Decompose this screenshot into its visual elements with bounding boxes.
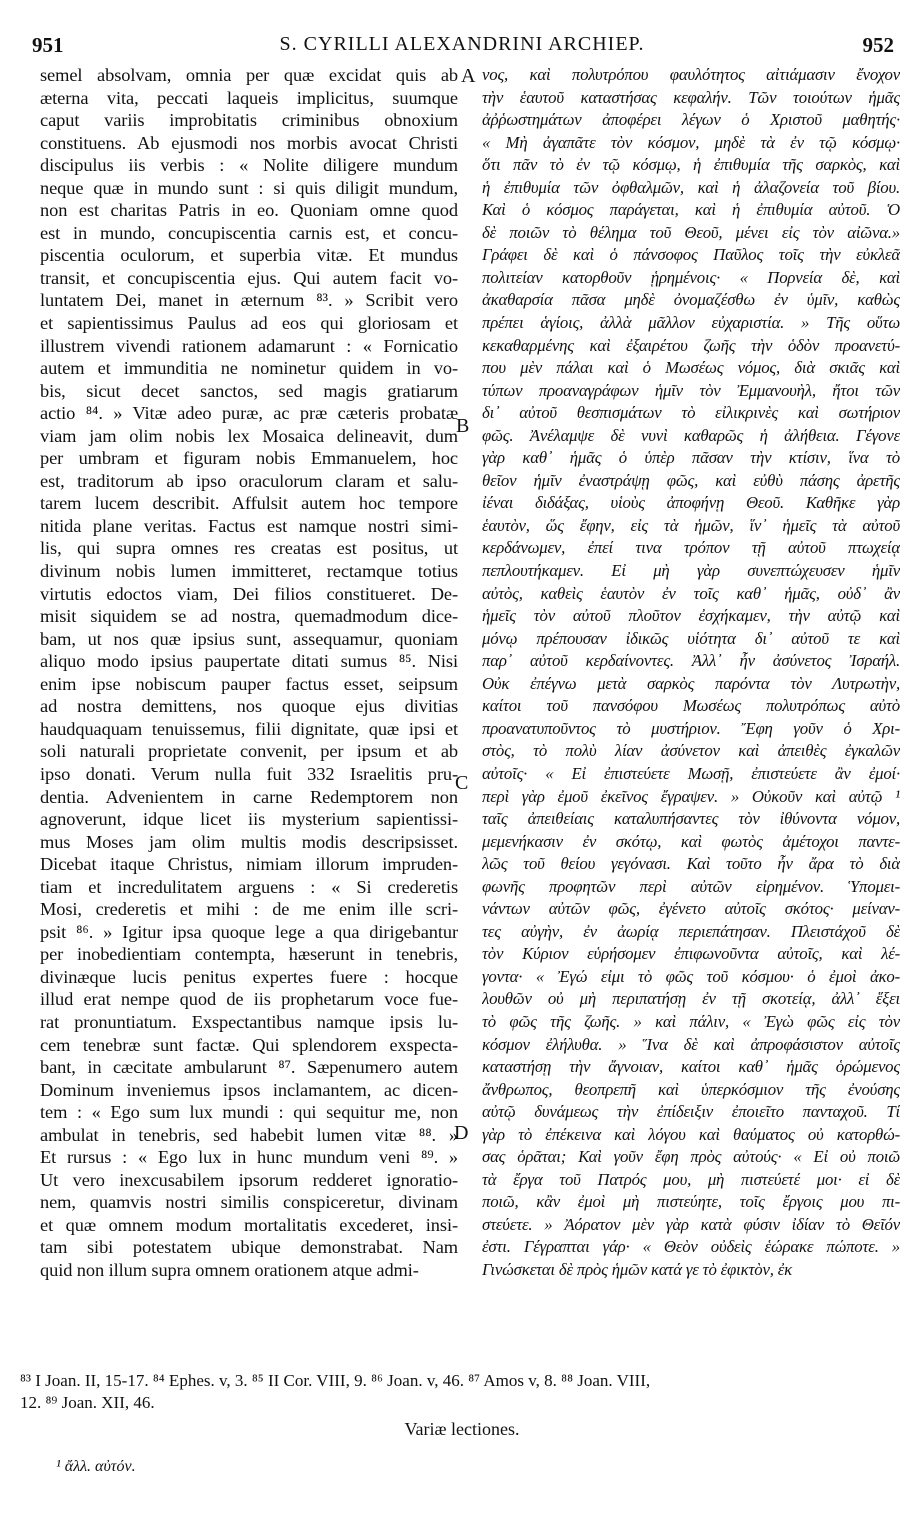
latin-text-line: ipso donati. Verum nulla fuit 332 Israelitis pru-	[40, 763, 458, 784]
variae-lectiones-heading: Variæ lectiones.	[404, 1419, 520, 1439]
greek-text-line: ἀῤῥωστημάτων ἀποφέρει λέγων ὁ Χριστοῦ μαθητής·	[482, 110, 900, 130]
greek-text-line: πολιτείαν κατορθοῦν ᾑρημένοις· « Πορνεία δὲ, καὶ	[482, 267, 900, 287]
latin-text-line: per inobedientiam contempta, hæserunt in tenebris,	[40, 944, 458, 965]
latin-text-line: caput variis improbitatis criminibus obnoxium	[40, 110, 458, 131]
greek-text-line: ταῖς ἀπειθείαις καταλυπήσαντες τὸν ἰθύνοντα νόμον,	[482, 809, 900, 829]
greek-text-line: ἰέναι διδάξας, υἱοὺς ἀποφήνῃ Θεοῦ. Καθῆκε γὰρ	[482, 493, 900, 513]
latin-text-line: virtutis edoctos viam, Dei filios constitueret. De-	[40, 583, 458, 604]
greek-text-line: καταστήσῃ τὴν ἄγνοιαν, καίτοι καθ᾽ ἡμᾶς ὁρώμενος	[482, 1057, 900, 1077]
greek-text-line: τὸν Κύριον εὑρήσομεν ἐπιφωνοῦντα αὐτοῖς, καὶ λέ-	[482, 944, 900, 964]
greek-text-line: κερδάνωμεν, ἐπεί τινα τρόπον τῇ αὐτοῦ πτωχείᾳ	[482, 538, 900, 558]
latin-text-line: semel absolvam, omnia per quæ excidat quis ab	[40, 65, 458, 85]
greek-text-line: αὐτοῖς· « Εἰ ἐπιστεύετε Μωσῇ, ἐπιστεύετε ἂν ἐμοί·	[482, 763, 900, 783]
greek-text-line: φῶς. Ἀνέλαμψε δὲ νυνὶ καθαρῶς ἡ ἀλήθεια. Γέγονε	[482, 425, 900, 445]
greek-text-line: τὸ φῶς τῆς ζωῆς. » καὶ πάλιν, « Ἐγὼ φῶς εἰς τὸν	[482, 1011, 900, 1031]
greek-text-line: γὰρ καθ᾽ ἡμᾶς ὁ ὑπὲρ πᾶσαν τὴν κτίσιν, ἵνα τὸ	[482, 448, 900, 468]
greek-text-line: Γράφει δὲ καὶ ὁ πάνσοφος Παῦλος τοῖς τὴν εὐκλεᾶ	[482, 245, 900, 265]
latin-text-line: tam sibi potestatem ubique demonstrabat. Nam	[40, 1237, 458, 1258]
latin-text-line: nem, quamvis nostri similis conspiceretur, divinam	[40, 1192, 458, 1213]
footnote-line: ⁸³ I Joan. II, 15-17. ⁸⁴ Ephes. v, 3. ⁸⁵ II Cor. VIII, 9. ⁸⁶ Joan. v, 46. ⁸⁷ Amos v, 8. ⁸⁸ Joan. VIII,	[20, 1371, 651, 1390]
greek-text-line: πρέπει ἁγίοις, ἀλλὰ μᾶλλον εὐχαριστία. » Τῆς οὕτω	[482, 313, 900, 333]
greek-text-line: λῶς τοῦ θείου γεγόνασι. Καὶ τοῦτο ἦν ἄρα τὸ διὰ	[482, 854, 900, 874]
greek-text-line: που μὲν πάλαι καὶ ὁ Μωσέως νόμος, διὰ σκιᾶς καὶ	[482, 358, 900, 378]
greek-text-line: ἑαυτὸν, ὥς ἔφην, εἰς τὰ ἡμῶν, ἵν᾽ ἡμεῖς τὰ αὐτοῦ	[482, 515, 900, 535]
greek-text-line: ἡ ἐπιθυμία τῶν ὀφθαλμῶν, καὶ ἡ ἀλαζονεία τοῦ βίου.	[482, 177, 900, 197]
greek-text-line: κεκαθαρμένης καὶ ἐξαιρέτου ζωῆς τὴν ὁδὸν προανετύ-	[482, 335, 900, 355]
greek-text-line: αὐτὸς, καθεὶς ἑαυτὸν ἐν τοῖς καθ᾽ ἡμᾶς, οὐδ᾽ ἂν	[482, 583, 900, 603]
latin-text-line: Dicebat itaque Christus, nimiam illorum impruden-	[40, 854, 458, 875]
latin-text-line: illustrem vivendi rationem adamarunt : « Fornicatio	[40, 335, 458, 356]
greek-text-line: γὰρ τὸ ἐπέκεινα καὶ λόγου καὶ θαύματος οὐ κατορθώ-	[482, 1124, 900, 1144]
greek-text-line: μεμενήκασιν ἐν σκότῳ, καὶ φωτὸς ἀμέτοχοι παντε-	[482, 831, 900, 851]
latin-text-line: divinæque lucis penitus expertes fuere : hocque	[40, 966, 458, 987]
latin-text-line: per umbram et figuram nobis Emmanuelem, hoc	[40, 448, 458, 469]
section-marker-a: A	[461, 65, 476, 87]
greek-text-line: ὅτι πᾶν τὸ ἐν τῷ κόσμῳ, ἡ ἐπιθυμία τῆς σαρκὸς, καὶ	[482, 155, 900, 175]
greek-text-line: Οὐκ ἐπέγνω μετὰ σαρκὸς παρόντα τὸν Λυτρωτὴν,	[482, 673, 900, 693]
greek-text-line: γοντα· « Ἐγώ εἰμι τὸ φῶς τοῦ κόσμου· ὁ ἐμοὶ ἀκο-	[482, 966, 900, 986]
latin-text-line: tarem lucem describit. Affulsit autem hoc tempore	[40, 493, 458, 514]
latin-text-line: est, traditorum ab ipso oraculorum claram et salu-	[40, 470, 458, 491]
latin-text-line: dentia. Advenientem in carne Redemptorem non	[40, 786, 458, 807]
greek-text-line: στεύετε. » Ἀόρατον μὲν γὰρ κατὰ φύσιν ἰδίαν τὸ Θεῖόν	[482, 1214, 900, 1234]
greek-text-line: πεπλουτήκαμεν. Εἰ μὴ γὰρ συνεπτώχευσεν ἡμῖν	[482, 561, 900, 581]
page-header	[0, 0, 924, 64]
greek-text-line: ποιῶ, κἂν ἐμοὶ μὴ πιστεύητε, τοῖς ἔργοις μου πι-	[482, 1192, 900, 1212]
greek-text-line: τὴν ἑαυτοῦ καταστήσας κεφαλήν. Τῶν τοιούτων ἡμᾶς	[482, 87, 900, 107]
footnote-line: 12. ⁸⁹ Joan. XII, 46.	[20, 1393, 155, 1412]
latin-text-line: agnoverunt, idque licet iis mysterium sapientissi-	[40, 809, 458, 830]
latin-text-line: haudquaquam tenuissemus, filii dignitate, quæ ipsi et	[40, 718, 458, 739]
latin-text-line: constituens. Ab ejusmodi nos morbis avocat Christi	[40, 132, 458, 153]
variant-reading: ¹ ἄλλ. αὐτόν.	[56, 1458, 136, 1475]
greek-text-line: τες αὐγὴν, ἐν ἀωρίᾳ περιεπάτησαν. Πλειστάχοῦ δὲ	[482, 921, 900, 941]
greek-text-line: νος, καὶ πολυτρόπου φαυλότητος αἰτιάμασιν ἔνοχον	[482, 65, 900, 84]
latin-text-line: Ut vero inexcusabilem ipsorum redderet ignoratio-	[40, 1169, 458, 1190]
latin-text-line: tiam et incredulitatem arguens : « Si crederetis	[40, 876, 458, 897]
latin-text-line: bam, ut nos quæ ipsius sunt, assequamur, quoniam	[40, 628, 458, 649]
greek-text-line: στὸς, τὸ πολὺ λίαν ἀσύνετον καὶ ἀπειθὲς ἐγκαλῶν	[482, 741, 900, 761]
section-marker-d: D	[454, 1122, 469, 1144]
greek-text-line: σας ὁρᾶται; Καὶ γοῦν ἔφη πρὸς αὐτούς· « Εἰ οὐ ποιῶ	[482, 1147, 900, 1167]
latin-text-line: rat pronuntiatum. Exspectantibus namque ipsis lu-	[40, 1011, 458, 1032]
greek-text-line: ἀκαθαρσία πᾶσα μηδὲ ὀνομαζέσθω ἐν ὑμῖν, καθὼς	[482, 290, 900, 310]
greek-text-line: ἡμεῖς τὸν αὐτοῦ πλοῦτον ἐσχήκαμεν, τὴν αὐτῷ καὶ	[482, 606, 900, 626]
latin-text-line: illud erat nempe quod de iis prophetarum voce fue-	[40, 989, 458, 1010]
latin-text-line: est in mundo, concupiscentia carnis est, et concu-	[40, 222, 458, 243]
greek-text-line: « Μὴ ἀγαπᾶτε τὸν κόσμον, μηδὲ τὰ ἐν τῷ κόσμῳ·	[482, 132, 900, 152]
latin-text-line: lis, qui supra omnes res creatas est positus, ut	[40, 538, 458, 559]
greek-text-line: νάντων αὐτῶν φῶς, ἐγένετο αὐτοῖς σκότος· μείναν-	[482, 899, 900, 919]
latin-text-line: misit siquidem se ad nostra, quemadmodum dice-	[40, 606, 458, 627]
latin-text-line: non est charitas Patris in eo. Quoniam omne quod	[40, 200, 458, 221]
latin-text-line: divinum nobis lumen immitteret, rectamque totius	[40, 561, 458, 582]
greek-text-line: περὶ γὰρ ἐμοῦ ἐκεῖνος ἔγραψεν. » Οὐκοῦν καὶ αὐτῷ ¹	[482, 786, 900, 806]
latin-text-line: Mosi, crederetis et mihi : de me enim ille scri-	[40, 899, 458, 920]
latin-text-line: Et rursus : « Ego lux in hunc mundum veni ⁸⁹. »	[40, 1147, 458, 1168]
greek-text-line: φωνῆς προφητῶν περὶ αὐτῶν εἰρημένον. Ὑπομει-	[482, 876, 900, 896]
greek-text-line: θεῖον ἡμῖν ἐναστράψῃ φῶς, καὶ εὐθὺ πάσης ἀρετῆς	[482, 470, 900, 490]
latin-text-line: et quæ omnem modum mortalitatis excederet, insi-	[40, 1214, 458, 1235]
latin-text-line: actio ⁸⁴. » Vitæ adeo puræ, ac præ cæteris probatæ	[40, 403, 458, 424]
latin-text-line: viam jam olim nobis lex Mosaica delineavit, dum	[40, 425, 458, 446]
greek-text-line: τὰ ἔργα τοῦ Πατρός μου, μὴ πιστεύετέ μοι· εἰ δὲ	[482, 1169, 900, 1189]
footnotes	[20, 1370, 904, 1414]
latin-text-line: soli naturali proprietate convenit, per ipsum et ab	[40, 741, 458, 762]
latin-text-line: nitida plane veritas. Factus est namque nostri simi-	[40, 515, 458, 536]
greek-text-line: δὲ ποιῶν τὸ θέλημα τοῦ Θεοῦ, μένει εἰς τὸν αἰῶνα.»	[482, 222, 900, 242]
greek-text-line: καίτοι τοῦ πανσόφου Μωσέως πολυτρόπως αὐτὸ	[482, 696, 900, 716]
latin-text-line: enim ipse nobiscum pauper factus esset, seipsum	[40, 673, 458, 694]
greek-column	[482, 64, 900, 1282]
latin-text-line: bis, sicut decet sanctos, sed magis gratiarum	[40, 380, 458, 401]
greek-text-line: Γινώσκεται δὲ πρὸς ἡμῶν κατά γε τὸ ἐφικτὸν, ἐκ	[482, 1259, 792, 1279]
latin-text-line: psit ⁸⁶. » Igitur ipsa quoque lege a qua dirigebantur	[40, 921, 458, 942]
latin-text-line: ambulat in tenebris, sed habebit lumen vitæ ⁸⁸. »	[40, 1124, 458, 1145]
latin-text-line: neque quæ in mundo sunt : si quis diligit mundum,	[40, 177, 458, 198]
latin-text-line: æterna vita, peccati laqueis implicitus, suumque	[40, 87, 458, 108]
latin-text-line: bant, in cæcitate ambularunt ⁸⁷. Sæpenumero autem	[40, 1057, 458, 1078]
latin-text-line: tem : « Ego sum lux mundi : qui sequitur me, non	[40, 1102, 458, 1123]
latin-column	[40, 64, 458, 1282]
greek-text-line: μόνῳ πρέπουσαν ἰδικῶς υἱότητα δι᾽ αὐτοῦ τε καὶ	[482, 628, 900, 648]
latin-text-line: mus Moses jam olim multis modis descripsisset.	[40, 831, 458, 852]
latin-text-line: aliquo modo ipsius paupertate ditati sumus ⁸⁵. Nisi	[40, 651, 458, 672]
latin-text-line: et sapientissimus Paulus ad eos qui gloriosam et	[40, 313, 458, 334]
latin-text-line: transit, et concupiscentia ejus. Qui autem facit vo-	[40, 267, 458, 288]
greek-text-line: λουθῶν οὐ μὴ περιπατήσῃ ἐν τῇ σκοτείᾳ, ἀλλ᾽ ἕξει	[482, 989, 900, 1009]
greek-text-line: κόσμον ἐλήλυθα. » Ἵνα δὲ καὶ ἀπροφάσιστον αὐτοῖς	[482, 1034, 900, 1054]
latin-text-line: autem et immunditia ne nominetur quidem in vo-	[40, 358, 458, 379]
latin-text-line: Dominum inveniemus ipsos inclamantem, ac dicen-	[40, 1079, 458, 1100]
right-page-number: 952	[862, 33, 894, 57]
greek-text-line: δι᾽ αὐτοῦ θεσπισμάτων τὸ εἰλικρινὲς καὶ σωτήριον	[482, 403, 900, 423]
latin-text-line: discipulus iis verbis : « Nolite diligere mundum	[40, 155, 458, 176]
latin-text-line: quid non illum supra omnem orationem atque admi-	[40, 1259, 419, 1280]
latin-text-line: piscentia oculorum, et superbia vitæ. Et mundus	[40, 245, 458, 266]
latin-text-line: ad nostra demittens, nos quoque ejus divitias	[40, 696, 458, 717]
section-marker-b: B	[456, 415, 470, 437]
greek-text-line: τύπων προαναγράφων ἡμῖν τὸν Ἐμμανουὴλ, ἤτοι τῶν	[482, 380, 900, 400]
greek-text-line: παρ᾽ αὐτοῦ κερδαίνοντες. Ἀλλ᾽ ἦν ἀσύνετος Ἰσραήλ.	[482, 651, 900, 671]
latin-text-line: cem tenebræ sunt factæ. Qui splendorem exspecta-	[40, 1034, 458, 1055]
greek-text-line: Καὶ ὁ κόσμος παράγεται, καὶ ἡ ἐπιθυμία αὐτοῦ. Ὁ	[482, 200, 900, 220]
greek-text-line: αὐτῷ δυνάμεως τὴν ἐπίδειξιν ἐποιεῖτο πανταχοῦ. Τί	[482, 1102, 900, 1122]
section-marker-c: C	[455, 772, 469, 794]
left-page-number: 951	[32, 33, 64, 57]
greek-text-line: ἐστι. Γέγραπται γάρ· « Θεὸν οὐδεὶς ἑώρακε πώποτε. »	[482, 1237, 900, 1257]
greek-text-line: ἄνθρωπος, θεοπρεπῆ καὶ ὑπερκόσμιον τῆς ἐνούσης	[482, 1079, 900, 1099]
greek-text-line: προανατυποῦντος τὸ μυστήριον. Ἔφη γοῦν ὁ Χρι-	[482, 718, 900, 738]
running-title: S. CYRILLI ALEXANDRINI ARCHIEP.	[279, 33, 645, 55]
latin-text-line: luntatem Dei, manet in æternum ⁸³. » Scribit vero	[40, 290, 458, 311]
